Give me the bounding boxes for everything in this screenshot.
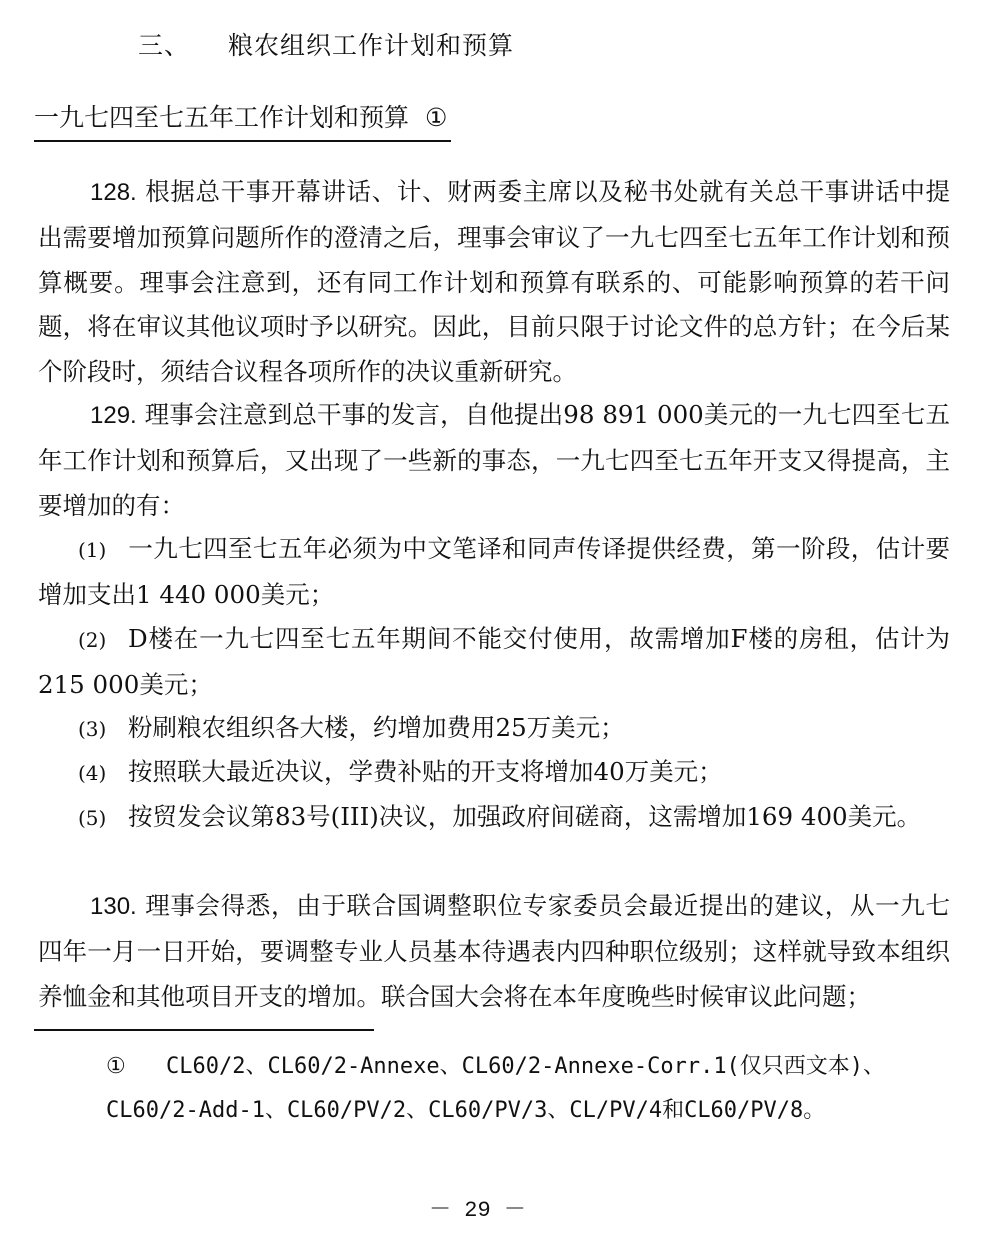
section-number: 三、 <box>138 31 191 60</box>
footnote-divider <box>34 1029 374 1031</box>
subheading <box>34 98 451 142</box>
subheading-text: 一九七四至七五年工作计划和预算 <box>34 103 410 132</box>
list-item-text: 按贸发会议第83号(III)决议，加强政府间磋商，这需增加169 400美元。 <box>128 802 922 831</box>
list-item-marker: (4) <box>78 761 107 785</box>
list-item-marker: (3) <box>78 717 107 741</box>
list-item-text: 粉刷粮农组织各大楼，约增加费用25万美元； <box>128 713 625 742</box>
list-item <box>38 795 950 841</box>
paragraph-130 <box>38 884 950 1019</box>
footnote-marker: ① <box>106 1054 126 1079</box>
footnote-reference: ① <box>425 103 448 132</box>
list-item <box>38 527 950 618</box>
list-item-text: 按照联大最近决议，学费补贴的开支将增加40万美元； <box>128 757 723 786</box>
list-item <box>38 750 950 796</box>
paragraph-number: 129. <box>90 402 137 429</box>
paragraph-text: 理事会注意到总干事的发言，自他提出98 891 000美元的一九七四至七五年工作计划和预算后，又出现了一些新的事态，一九七四至七五年开支又得提高，主要增加的有： <box>38 400 950 520</box>
list-item <box>38 617 950 708</box>
list-item <box>38 706 950 752</box>
list-item-marker: (5) <box>78 806 107 830</box>
footnote-text: CL60/2、CL60/2-Annexe、CL60/2-Annexe-Corr.1(仅只西文本)、CL60/2-Add-1、CL60/PV/2、CL60/PV/3、CL/PV/4和CL60/PV/8。 <box>106 1054 886 1123</box>
paragraph-128 <box>38 170 950 395</box>
section-title: 粮农组织工作计划和预算 <box>228 31 515 60</box>
paragraph-text: 理事会得悉，由于联合国调整职位专家委员会最近提出的建议，从一九七四年一月一日开始，要调整专业人员基本待遇表内四种职位级别；这样就导致本组织养恤金和其他项目开支的增加。联合国大会将在本年度晚些时候审议此问题； <box>38 891 950 1011</box>
list-item-marker: (1) <box>78 538 107 562</box>
list-item-text: 一九七四至七五年必须为中文笔译和同声传译提供经费，第一阶段，估计要增加支出1 440 000美元； <box>38 534 950 609</box>
paragraph-129 <box>38 393 950 528</box>
footnote <box>106 1045 968 1133</box>
paragraph-number: 128. <box>90 179 137 206</box>
list-item-text: D楼在一九七四至七五年期间不能交付使用，故需增加F楼的房租，估计为215 000美元； <box>38 624 950 699</box>
paragraph-number: 130. <box>90 893 137 920</box>
section-heading <box>138 26 514 62</box>
page-number: － 29 － <box>429 1198 526 1223</box>
paragraph-text: 根据总干事开幕讲话、计、财两委主席以及秘书处就有关总干事讲话中提出需要增加预算问题所作的澄清之后，理事会审议了一九七四至七五年工作计划和预算概要。理事会注意到，还有同工作计划和预算有联系的、可能影响预算的若干问题，将在审议其他议项时予以研究。因此，目前只限于讨论文件的总方针；在今后某个阶段时，须结合议程各项所作的决议重新研究。 <box>38 177 950 387</box>
list-item-marker: (2) <box>78 628 107 652</box>
